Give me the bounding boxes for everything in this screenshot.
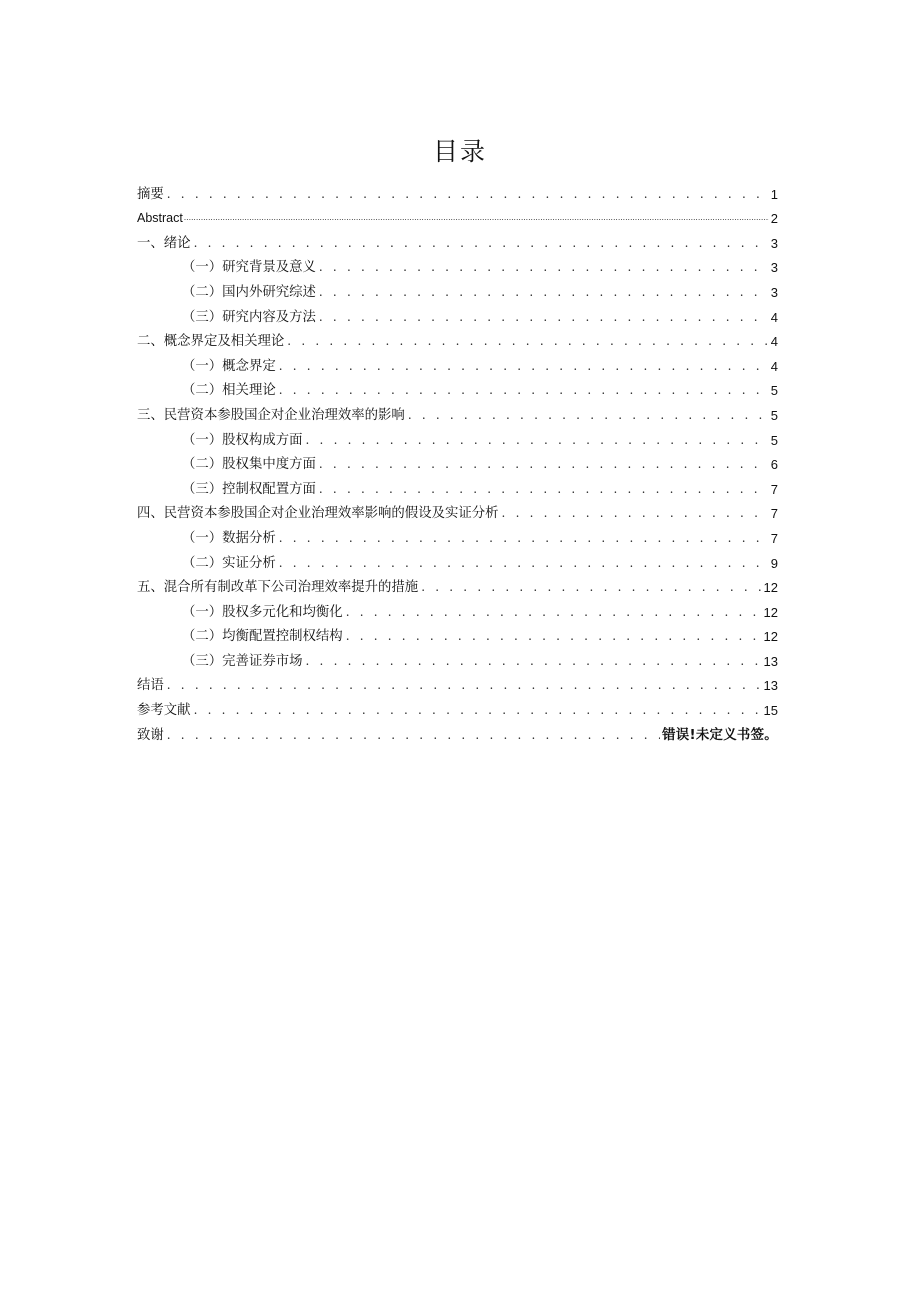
toc-entry-page: 7 [770, 506, 778, 522]
toc-entry-abstract-en[interactable] [137, 203, 778, 228]
dot-leader [319, 259, 769, 276]
toc-entry-label: （二）国内外研究综述 [182, 284, 316, 300]
dot-leader [306, 653, 762, 670]
toc-entry-page: 4 [770, 334, 778, 350]
toc-entry-label: 五、混合所有制改革下公司治理效率提升的措施 [137, 580, 419, 596]
toc-entry-section-1-1[interactable] [137, 252, 778, 277]
toc-entry-label: （二）股权集中度方面 [182, 457, 316, 473]
toc-entry-chapter-3[interactable] [137, 399, 778, 424]
toc-entry-page: 12 [763, 580, 778, 596]
dot-leader [279, 530, 769, 547]
toc-entry-label: （一）数据分析 [182, 530, 276, 546]
dot-leader [194, 235, 769, 252]
toc-entry-label: 摘要 [137, 186, 164, 202]
toc-entry-section-3-2[interactable] [137, 449, 778, 474]
toc-entry-section-2-1[interactable] [137, 350, 778, 375]
toc-entry-page: 5 [770, 407, 778, 423]
toc-entry-section-3-1[interactable] [137, 424, 778, 449]
toc-entry-page: 12 [763, 604, 778, 620]
dot-leader [346, 604, 762, 621]
toc-entry-conclusion[interactable] [137, 670, 778, 695]
toc-entry-label: （二）相关理论 [182, 383, 276, 399]
toc-entry-page: 15 [763, 703, 778, 719]
toc-entry-label: （三）研究内容及方法 [182, 309, 316, 325]
dot-leader [502, 505, 769, 522]
toc-entry-label: （三）完善证券市场 [182, 653, 303, 669]
toc-entry-section-4-1[interactable] [137, 522, 778, 547]
toc-entry-page: 7 [770, 481, 778, 497]
toc-entry-chapter-1[interactable] [137, 227, 778, 252]
toc-entry-label: Abstract [137, 211, 183, 226]
toc-entry-label: 致谢 [137, 727, 164, 743]
toc-entry-label: 三、民营资本参股国企对企业治理效率的影响 [137, 407, 405, 423]
dot-leader [319, 481, 769, 498]
dot-leader [306, 432, 769, 449]
dot-leader [184, 210, 769, 227]
dot-leader [319, 456, 769, 473]
toc-entry-page: 9 [770, 555, 778, 571]
toc-entry-section-4-2[interactable] [137, 547, 778, 572]
toc-entry-page: 5 [770, 383, 778, 399]
toc-entry-acknowledgements[interactable] [137, 719, 778, 744]
toc-title: 目录 [432, 137, 487, 166]
dot-leader [167, 727, 660, 744]
toc-entry-page: 4 [770, 358, 778, 374]
toc-entry-page: 4 [770, 309, 778, 325]
dot-leader [408, 407, 769, 424]
toc-entry-label: （一）股权构成方面 [182, 432, 303, 448]
toc-entry-label: （二）均衡配置控制权结构 [182, 629, 343, 645]
dot-leader [167, 186, 769, 203]
toc-entry-label: （一）研究背景及意义 [182, 260, 316, 276]
toc-entry-label: （一）概念界定 [182, 358, 276, 374]
dot-leader [319, 284, 769, 301]
toc-entry-page: 5 [770, 432, 778, 448]
toc-entry-chapter-2[interactable] [137, 326, 778, 351]
dot-leader [194, 702, 762, 719]
toc-entry-label: （一）股权多元化和均衡化 [182, 604, 343, 620]
toc-entry-section-5-3[interactable] [137, 645, 778, 670]
bookmark-error-text: 错误!未定义书签。 [662, 727, 778, 743]
dot-leader [279, 358, 769, 375]
toc-entry-section-5-1[interactable] [137, 596, 778, 621]
dot-leader [167, 677, 762, 694]
toc-entry-chapter-4[interactable] [137, 498, 778, 523]
toc-entry-page: 13 [763, 653, 778, 669]
toc-entry-label: 结语 [137, 678, 164, 694]
dot-leader [279, 382, 769, 399]
toc-entry-label: （三）控制权配置方面 [182, 481, 316, 497]
toc-entry-abstract-cn[interactable] [137, 178, 778, 203]
toc-entry-page: 12 [763, 629, 778, 645]
toc-entry-label: 参考文献 [137, 703, 191, 719]
toc-entry-page: 7 [770, 530, 778, 546]
toc-entry-section-1-2[interactable] [137, 276, 778, 301]
toc-entry-references[interactable] [137, 694, 778, 719]
dot-leader [421, 579, 761, 596]
toc-entry-page: 6 [770, 457, 778, 473]
toc-entry-label: （二）实证分析 [182, 555, 276, 571]
dot-leader [287, 333, 768, 350]
toc-entry-chapter-5[interactable] [137, 572, 778, 597]
dot-leader [279, 555, 769, 572]
toc-entry-section-2-2[interactable] [137, 375, 778, 400]
toc-entry-label: 四、民营资本参股国企对企业治理效率影响的假设及实证分析 [137, 506, 499, 522]
toc-entry-section-1-3[interactable] [137, 301, 778, 326]
toc-entry-section-3-3[interactable] [137, 473, 778, 498]
toc-entry-label: 二、概念界定及相关理论 [137, 334, 285, 350]
toc-entry-label: 一、绪论 [137, 235, 191, 251]
toc-entry-section-5-2[interactable] [137, 621, 778, 646]
toc-entry-page: 3 [770, 284, 778, 300]
dot-leader [346, 628, 762, 645]
toc-entry-page: 3 [770, 235, 778, 251]
toc-entry-page: 3 [770, 260, 778, 276]
toc-entry-page: 13 [763, 678, 778, 694]
dot-leader [319, 309, 769, 326]
toc-entry-page: 2 [770, 211, 778, 227]
table-of-contents [137, 178, 778, 744]
toc-entry-page: 1 [770, 186, 778, 202]
